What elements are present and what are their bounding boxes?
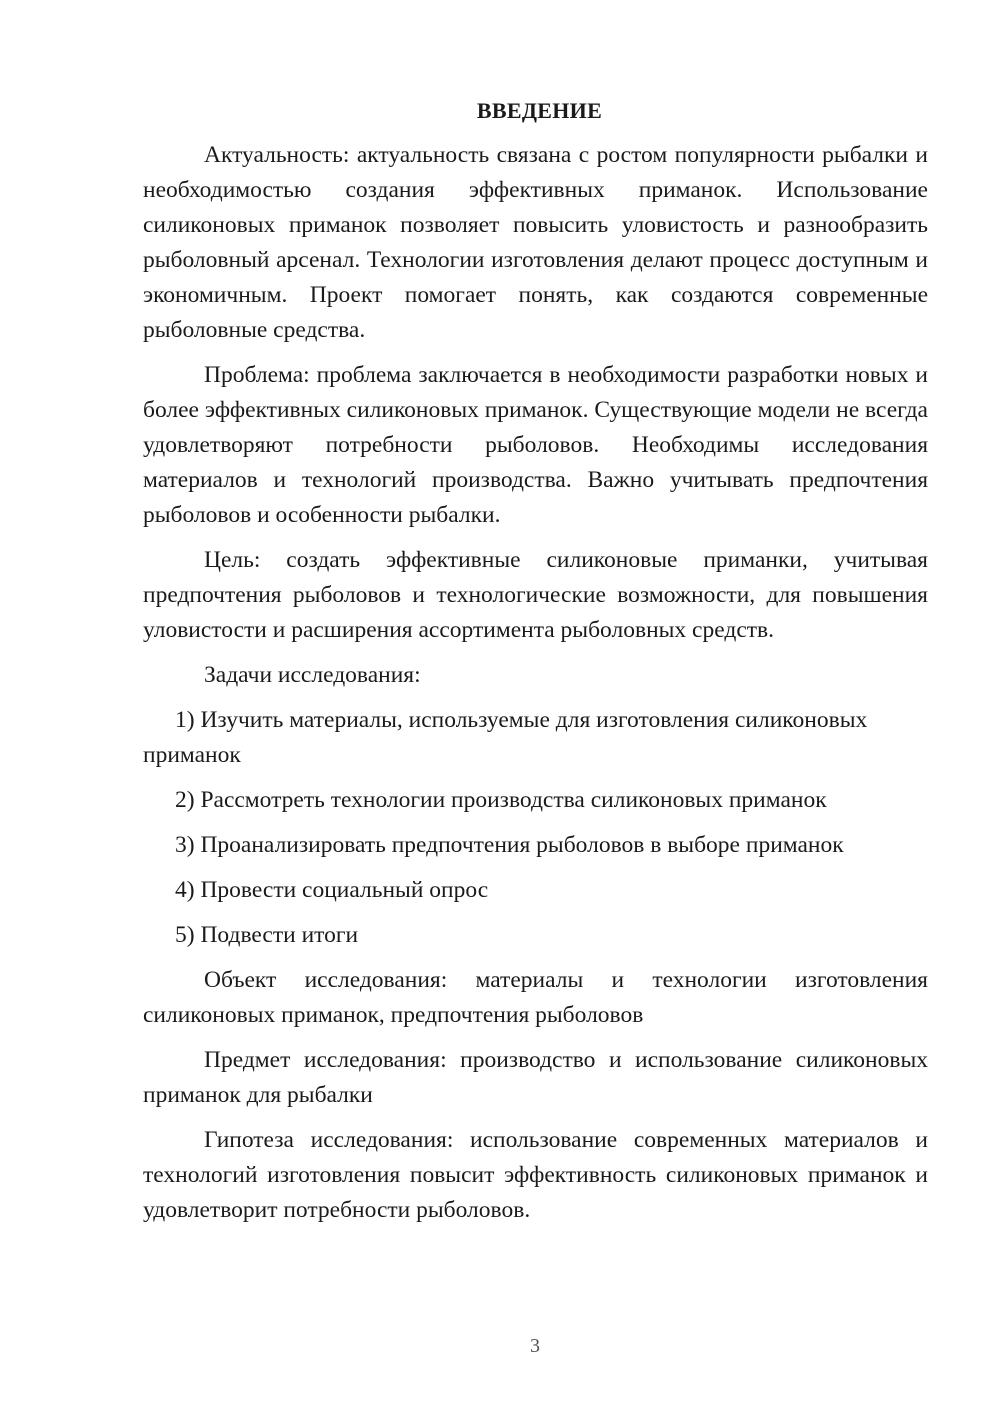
task-item-3: 3) Проанализировать предпочтения рыболовов в выборе приманок <box>175 832 844 858</box>
page-number: 3 <box>530 1335 540 1357</box>
task-item-4: 4) Провести социальный опрос <box>175 877 489 903</box>
task-item-5: 5) Подвести итоги <box>175 922 359 948</box>
paragraph-hypothesis: Гипотеза исследования: использование современных материалов и технологий изготовления повысит эффективность силиконовых приманок и удовлетворит потребности рыболовов. <box>143 1127 928 1223</box>
paragraph-subject: Предмет исследования: производство и использование силиконовых приманок для рыбалки <box>143 1047 928 1108</box>
task-item-2: 2) Рассмотреть технологии производства силиконовых приманок <box>175 787 827 813</box>
paragraph-problem: Проблема: проблема заключается в необходимости разработки новых и более эффективных силиконовых приманок. Существующие модели не всегда удовлетворяют потребности рыболовов. Необходимы исследования материалов и технологий производства. Важно учитывать предпочтения рыболовов и особенности рыбалки. <box>143 362 928 528</box>
page-content <box>143 93 928 1238</box>
section-title: ВВЕДЕНИЕ <box>476 98 603 123</box>
task-item-1: 1) Изучить материалы, используемые для изготовления силиконовых приманок <box>143 707 868 768</box>
paragraph-relevance: Актуальность: актуальность связана с ростом популярности рыбалки и необходимостью создания эффективных приманок. Использование силиконовых приманок позволяет повысить уловистость и разнообразить рыболовный арсенал. Технологии изготовления делают процесс доступным и экономичным. Проект помогает понять, как создаются современные рыболовные средства. <box>143 142 928 343</box>
paragraph-goal: Цель: создать эффективные силиконовые приманки, учитывая предпочтения рыболовов и технологические возможности, для повышения уловистости и расширения ассортимента рыболовных средств. <box>143 547 928 643</box>
paragraph-object: Объект исследования: материалы и технологии изготовления силиконовых приманок, предпочтения рыболовов <box>143 967 928 1028</box>
tasks-heading: Задачи исследования: <box>204 662 421 688</box>
